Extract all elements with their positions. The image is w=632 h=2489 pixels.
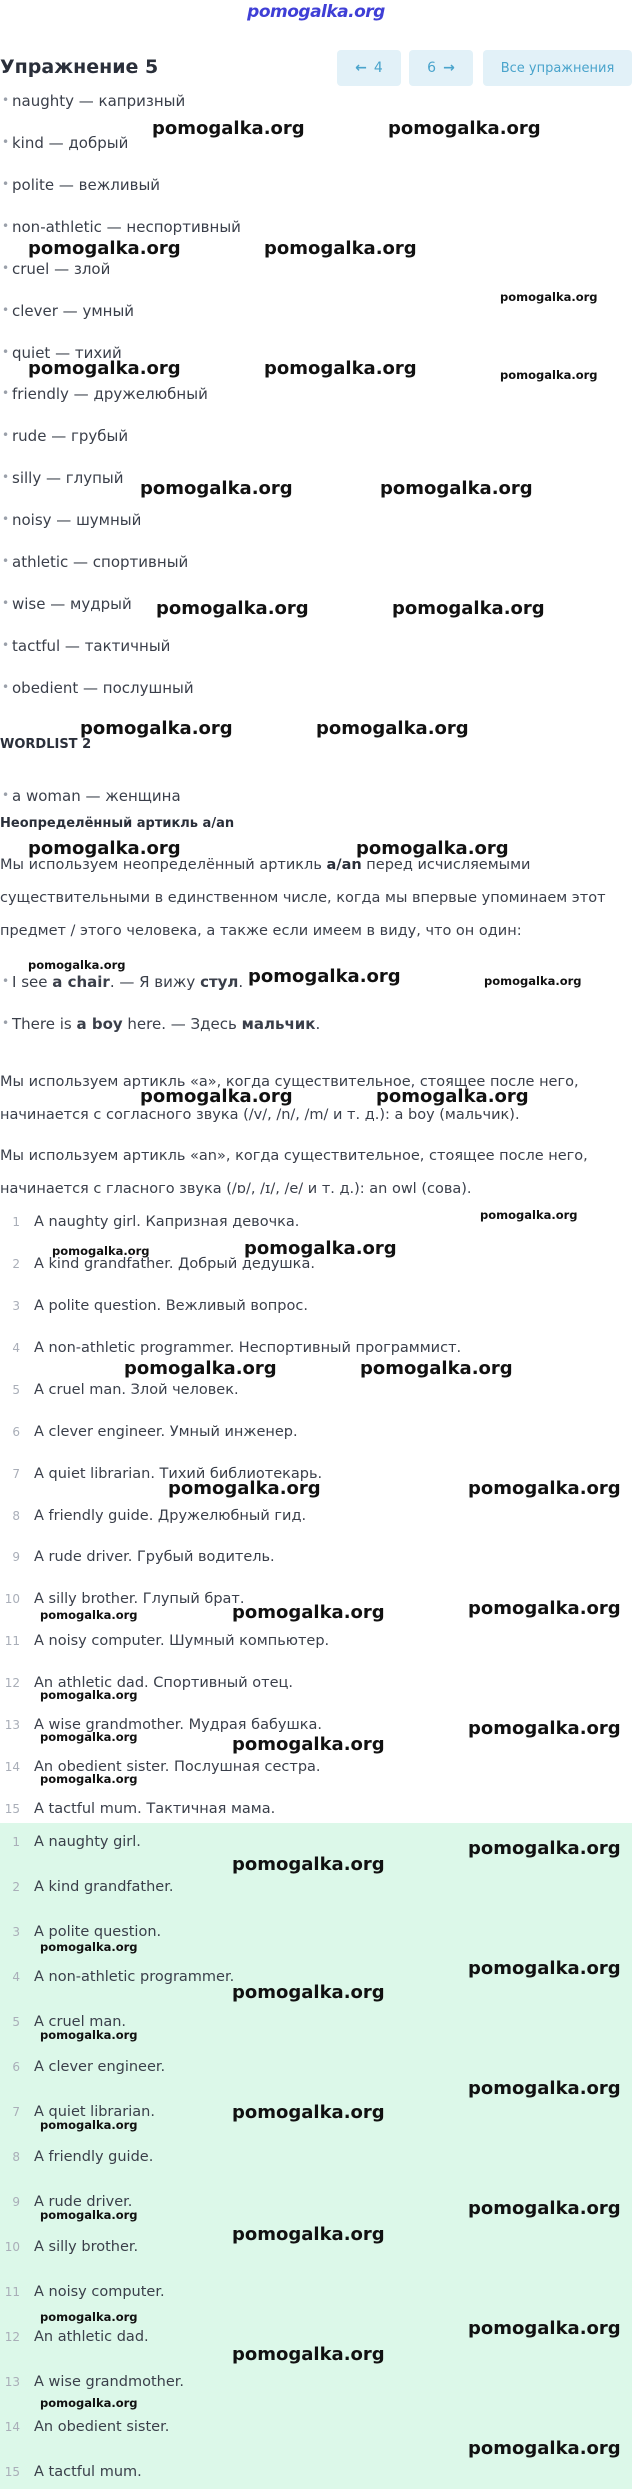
watermark: pomogalka.org (152, 118, 305, 139)
list-item: • friendly — дружелюбный (12, 385, 208, 403)
list-item: • I see a chair. — Я вижу стул. (12, 973, 243, 991)
watermark: pomogalka.org (232, 1982, 385, 2003)
phrase-item: 7 A quiet librarian. Тихий библиотекарь. (12, 1466, 323, 1482)
watermark: pomogalka.org (388, 118, 541, 139)
watermark: pomogalka.org (28, 958, 126, 972)
answer-item: 8 A friendly guide. (12, 2149, 154, 2165)
watermark: pomogalka.org (264, 358, 417, 379)
watermark: pomogalka.org (28, 358, 181, 379)
watermark: pomogalka.org (28, 838, 181, 859)
list-item: • tactful — тактичный (12, 637, 170, 655)
answer-item: 13 A wise grandmother. (4, 2374, 184, 2390)
watermark: pomogalka.org (356, 838, 509, 859)
answer-item: 4 A non-athletic programmer. (12, 1969, 235, 1985)
phrase-item: 1 A naughty girl. Капризная девочка. (12, 1214, 300, 1230)
watermark: pomogalka.org (248, 966, 401, 987)
list-item: • wise — мудрый (12, 595, 132, 613)
answer-item: 2 A kind grandfather. (12, 1879, 174, 1895)
article-rule-an: Мы используем артикль «an», когда существительное, стоящее после него, начинается с гласного звука (/ɒ/, /ɪ/, /e/ и т. д.): an owl (сова). (0, 1148, 588, 1197)
watermark: pomogalka.org (52, 1244, 150, 1258)
watermark: pomogalka.org (40, 2028, 138, 2042)
watermark: pomogalka.org (500, 290, 598, 304)
arrow-left-icon: ← (355, 60, 367, 76)
watermark: pomogalka.org (140, 478, 293, 499)
phrase-item: 10 A silly brother. Глупый брат. (4, 1591, 245, 1607)
list-item: • polite — вежливый (12, 176, 160, 194)
watermark: pomogalka.org (40, 2310, 138, 2324)
watermark: pomogalka.org (316, 718, 469, 739)
watermark: pomogalka.org (156, 598, 309, 619)
next-exercise-button[interactable] (409, 50, 473, 86)
watermark: pomogalka.org (140, 1086, 293, 1107)
answer-item: 15 A tactful mum. (4, 2464, 142, 2480)
phrase-item: 13 A wise grandmother. Мудрая бабушка. (4, 1717, 322, 1733)
watermark: pomogalka.org (468, 2198, 621, 2219)
watermark: pomogalka.org (232, 2102, 385, 2123)
watermark: pomogalka.org (392, 598, 545, 619)
phrase-item: 5 A cruel man. Злой человек. (12, 1382, 239, 1398)
phrase-item: 11 A noisy computer. Шумный компьютер. (4, 1633, 330, 1649)
list-item: • There is a boy here. — Здесь мальчик. (12, 1015, 320, 1033)
list-item: • a woman — женщина (12, 787, 181, 805)
prev-exercise-label: 4 (373, 60, 383, 76)
watermark: pomogalka.org (40, 1688, 138, 1702)
watermark: pomogalka.org (468, 1838, 621, 1859)
watermark: pomogalka.org (40, 1608, 138, 1622)
answer-item: 9 A rude driver. (12, 2194, 133, 2210)
list-item: • silly — глупый (12, 469, 123, 487)
phrase-item: 6 A clever engineer. Умный инженер. (12, 1424, 298, 1440)
watermark: pomogalka.org (232, 1854, 385, 1875)
list-item: • kind — добрый (12, 134, 128, 152)
exercise-header (0, 48, 632, 88)
watermark: pomogalka.org (468, 1718, 621, 1739)
phrase-item: 12 An athletic dad. Спортивный отец. (4, 1675, 294, 1691)
watermark: pomogalka.org (468, 1598, 621, 1619)
watermark: pomogalka.org (40, 1730, 138, 1744)
watermark: pomogalka.org (468, 2078, 621, 2099)
phrase-item: 14 An obedient sister. Послушная сестра. (4, 1759, 321, 1775)
phrase-item: 4 A non-athletic programmer. Неспортивный программист. (12, 1340, 462, 1356)
arrow-right-icon: → (443, 60, 455, 76)
answer-item: 12 An athletic dad. (4, 2329, 149, 2345)
watermark: pomogalka.org (264, 238, 417, 259)
list-item: • clever — умный (12, 302, 134, 320)
list-item: • quiet — тихий (12, 344, 122, 362)
phrase-item: 15 A tactful mum. Тактичная мама. (4, 1801, 276, 1817)
watermark: pomogalka.org (360, 1358, 513, 1379)
answer-item: 6 A clever engineer. (12, 2059, 166, 2075)
answer-item: 11 A noisy computer. (4, 2284, 165, 2300)
watermark: pomogalka.org (124, 1358, 277, 1379)
page-title: Упражнение 5 (0, 56, 159, 78)
answer-item: 5 A cruel man. (12, 2014, 127, 2030)
watermark: pomogalka.org (232, 2344, 385, 2365)
watermark: pomogalka.org (468, 2318, 621, 2339)
wordlist-2-heading: WORDLIST 2 (0, 737, 92, 752)
watermark: pomogalka.org (232, 1602, 385, 1623)
list-item: • noisy — шумный (12, 511, 141, 529)
watermark: pomogalka.org (168, 1478, 321, 1499)
answer-item: 7 A quiet librarian. (12, 2104, 155, 2120)
answer-item: 14 An obedient sister. (4, 2419, 170, 2435)
watermark: pomogalka.org (244, 1238, 397, 1259)
article-intro: Мы используем неопределённый артикль a/an перед исчисляемыми существительными в единственном числе, когда мы впервые упоминаем этот предмет / этого человека, а также если имеем в виду, что он один: (0, 857, 606, 939)
list-item: • cruel — злой (12, 260, 110, 278)
answer-item: 3 A polite question. (12, 1924, 162, 1940)
watermark: pomogalka.org (28, 238, 181, 259)
watermark: pomogalka.org (40, 2396, 138, 2410)
answer-item: 10 A silly brother. (4, 2239, 139, 2255)
watermark: pomogalka.org (500, 368, 598, 382)
phrase-item: 3 A polite question. Вежливый вопрос. (12, 1298, 308, 1314)
phrase-item: 8 A friendly guide. Дружелюбный гид. (12, 1508, 307, 1524)
watermark: pomogalka.org (480, 1208, 578, 1222)
article-heading: Неопределённый артикль a/an (0, 816, 235, 831)
watermark: pomogalka.org (468, 1478, 621, 1499)
watermark: pomogalka.org (468, 1958, 621, 1979)
watermark: pomogalka.org (232, 1734, 385, 1755)
prev-exercise-button[interactable] (337, 50, 401, 86)
article-rule-a: Мы используем артикль «a», когда существительное, стоящее после него, начинается с согласного звука (/v/, /n/, /m/ и т. д.): a boy (мальчик). (0, 1074, 579, 1123)
site-logo[interactable]: pomogalka.org (247, 2, 385, 22)
phrase-item: 9 A rude driver. Грубый водитель. (12, 1549, 275, 1565)
watermark: pomogalka.org (484, 974, 582, 988)
list-item: • athletic — спортивный (12, 553, 188, 571)
answer-item: 1 A naughty girl. (12, 1834, 141, 1850)
list-item: • non-athletic — неспортивный (12, 218, 241, 236)
phrase-item: 2 A kind grandfather. Добрый дедушка. (12, 1256, 315, 1272)
watermark: pomogalka.org (40, 2208, 138, 2222)
watermark: pomogalka.org (40, 1772, 138, 1786)
list-item: • obedient — послушный (12, 679, 194, 697)
all-exercises-button[interactable]: Все упражнения (483, 50, 632, 86)
watermark: pomogalka.org (40, 1940, 138, 1954)
list-item: • naughty — капризный (12, 92, 185, 110)
watermark: pomogalka.org (376, 1086, 529, 1107)
watermark: pomogalka.org (468, 2438, 621, 2459)
watermark: pomogalka.org (80, 718, 233, 739)
watermark: pomogalka.org (232, 2224, 385, 2245)
watermark: pomogalka.org (380, 478, 533, 499)
list-item: • rude — грубый (12, 427, 128, 445)
watermark: pomogalka.org (40, 2118, 138, 2132)
next-exercise-label: 6 (427, 60, 437, 76)
